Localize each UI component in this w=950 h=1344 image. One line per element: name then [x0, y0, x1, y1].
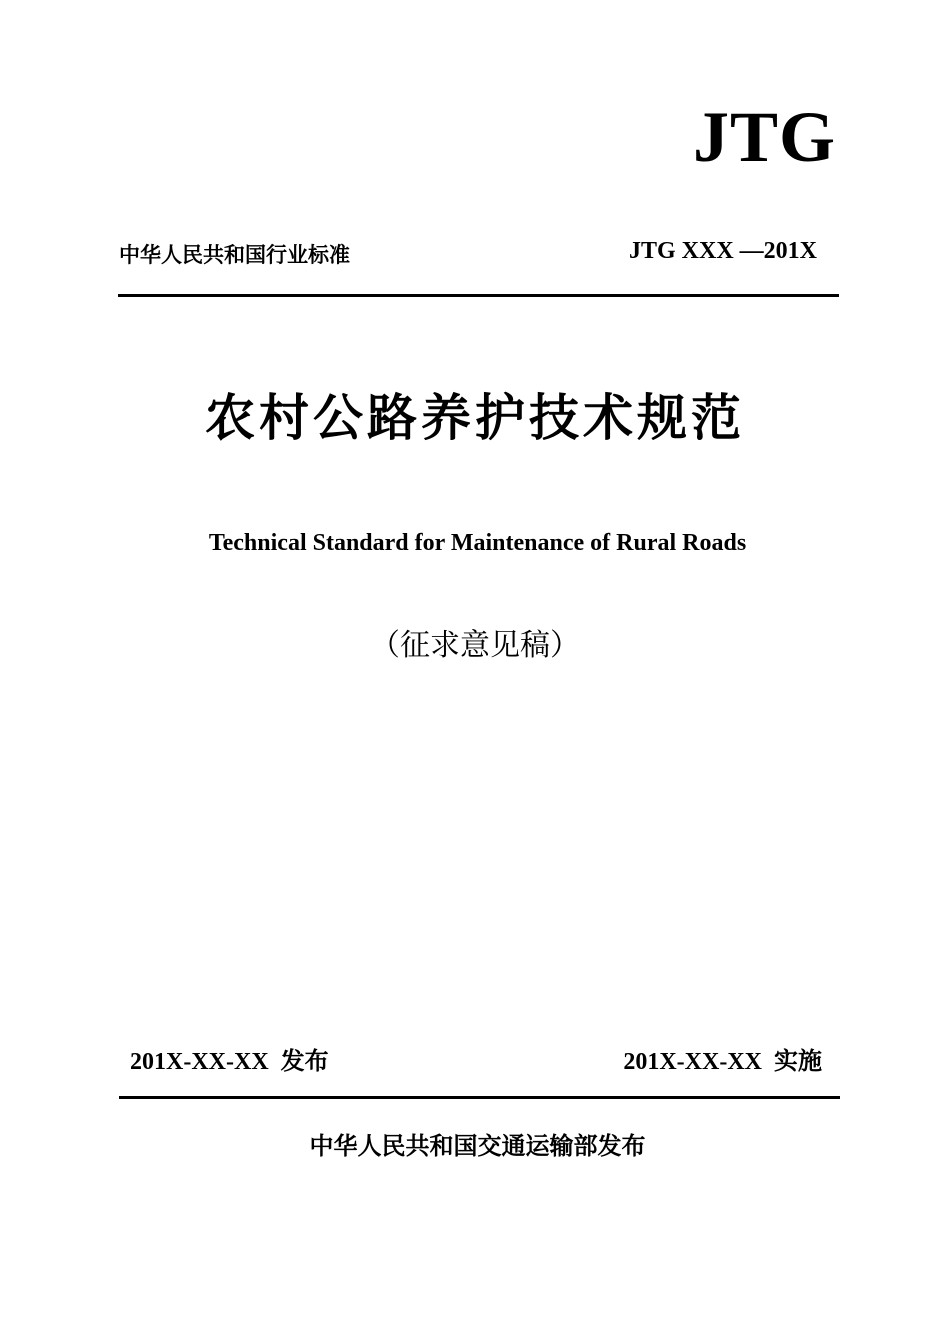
publisher: 中华人民共和国交通运输部发布 [309, 1132, 646, 1160]
draft-status: （征求意见稿） [370, 628, 580, 663]
implement-date: 201X-XX-XX 实施 [623, 1049, 822, 1075]
standard-category: 中华人民共和国行业标准 [119, 243, 350, 267]
document-title: 农村公路养护技术规范 [205, 389, 745, 447]
issue-date: 201X-XX-XX 发布 [130, 1049, 329, 1075]
english-title: Technical Standard for Maintenance of Rural Roads [208, 530, 747, 556]
bottom-divider [119, 1096, 840, 1099]
standard-code: JTG XXX —201X [628, 238, 817, 264]
top-divider [118, 294, 839, 297]
jtg-logo: JTG [692, 97, 836, 177]
